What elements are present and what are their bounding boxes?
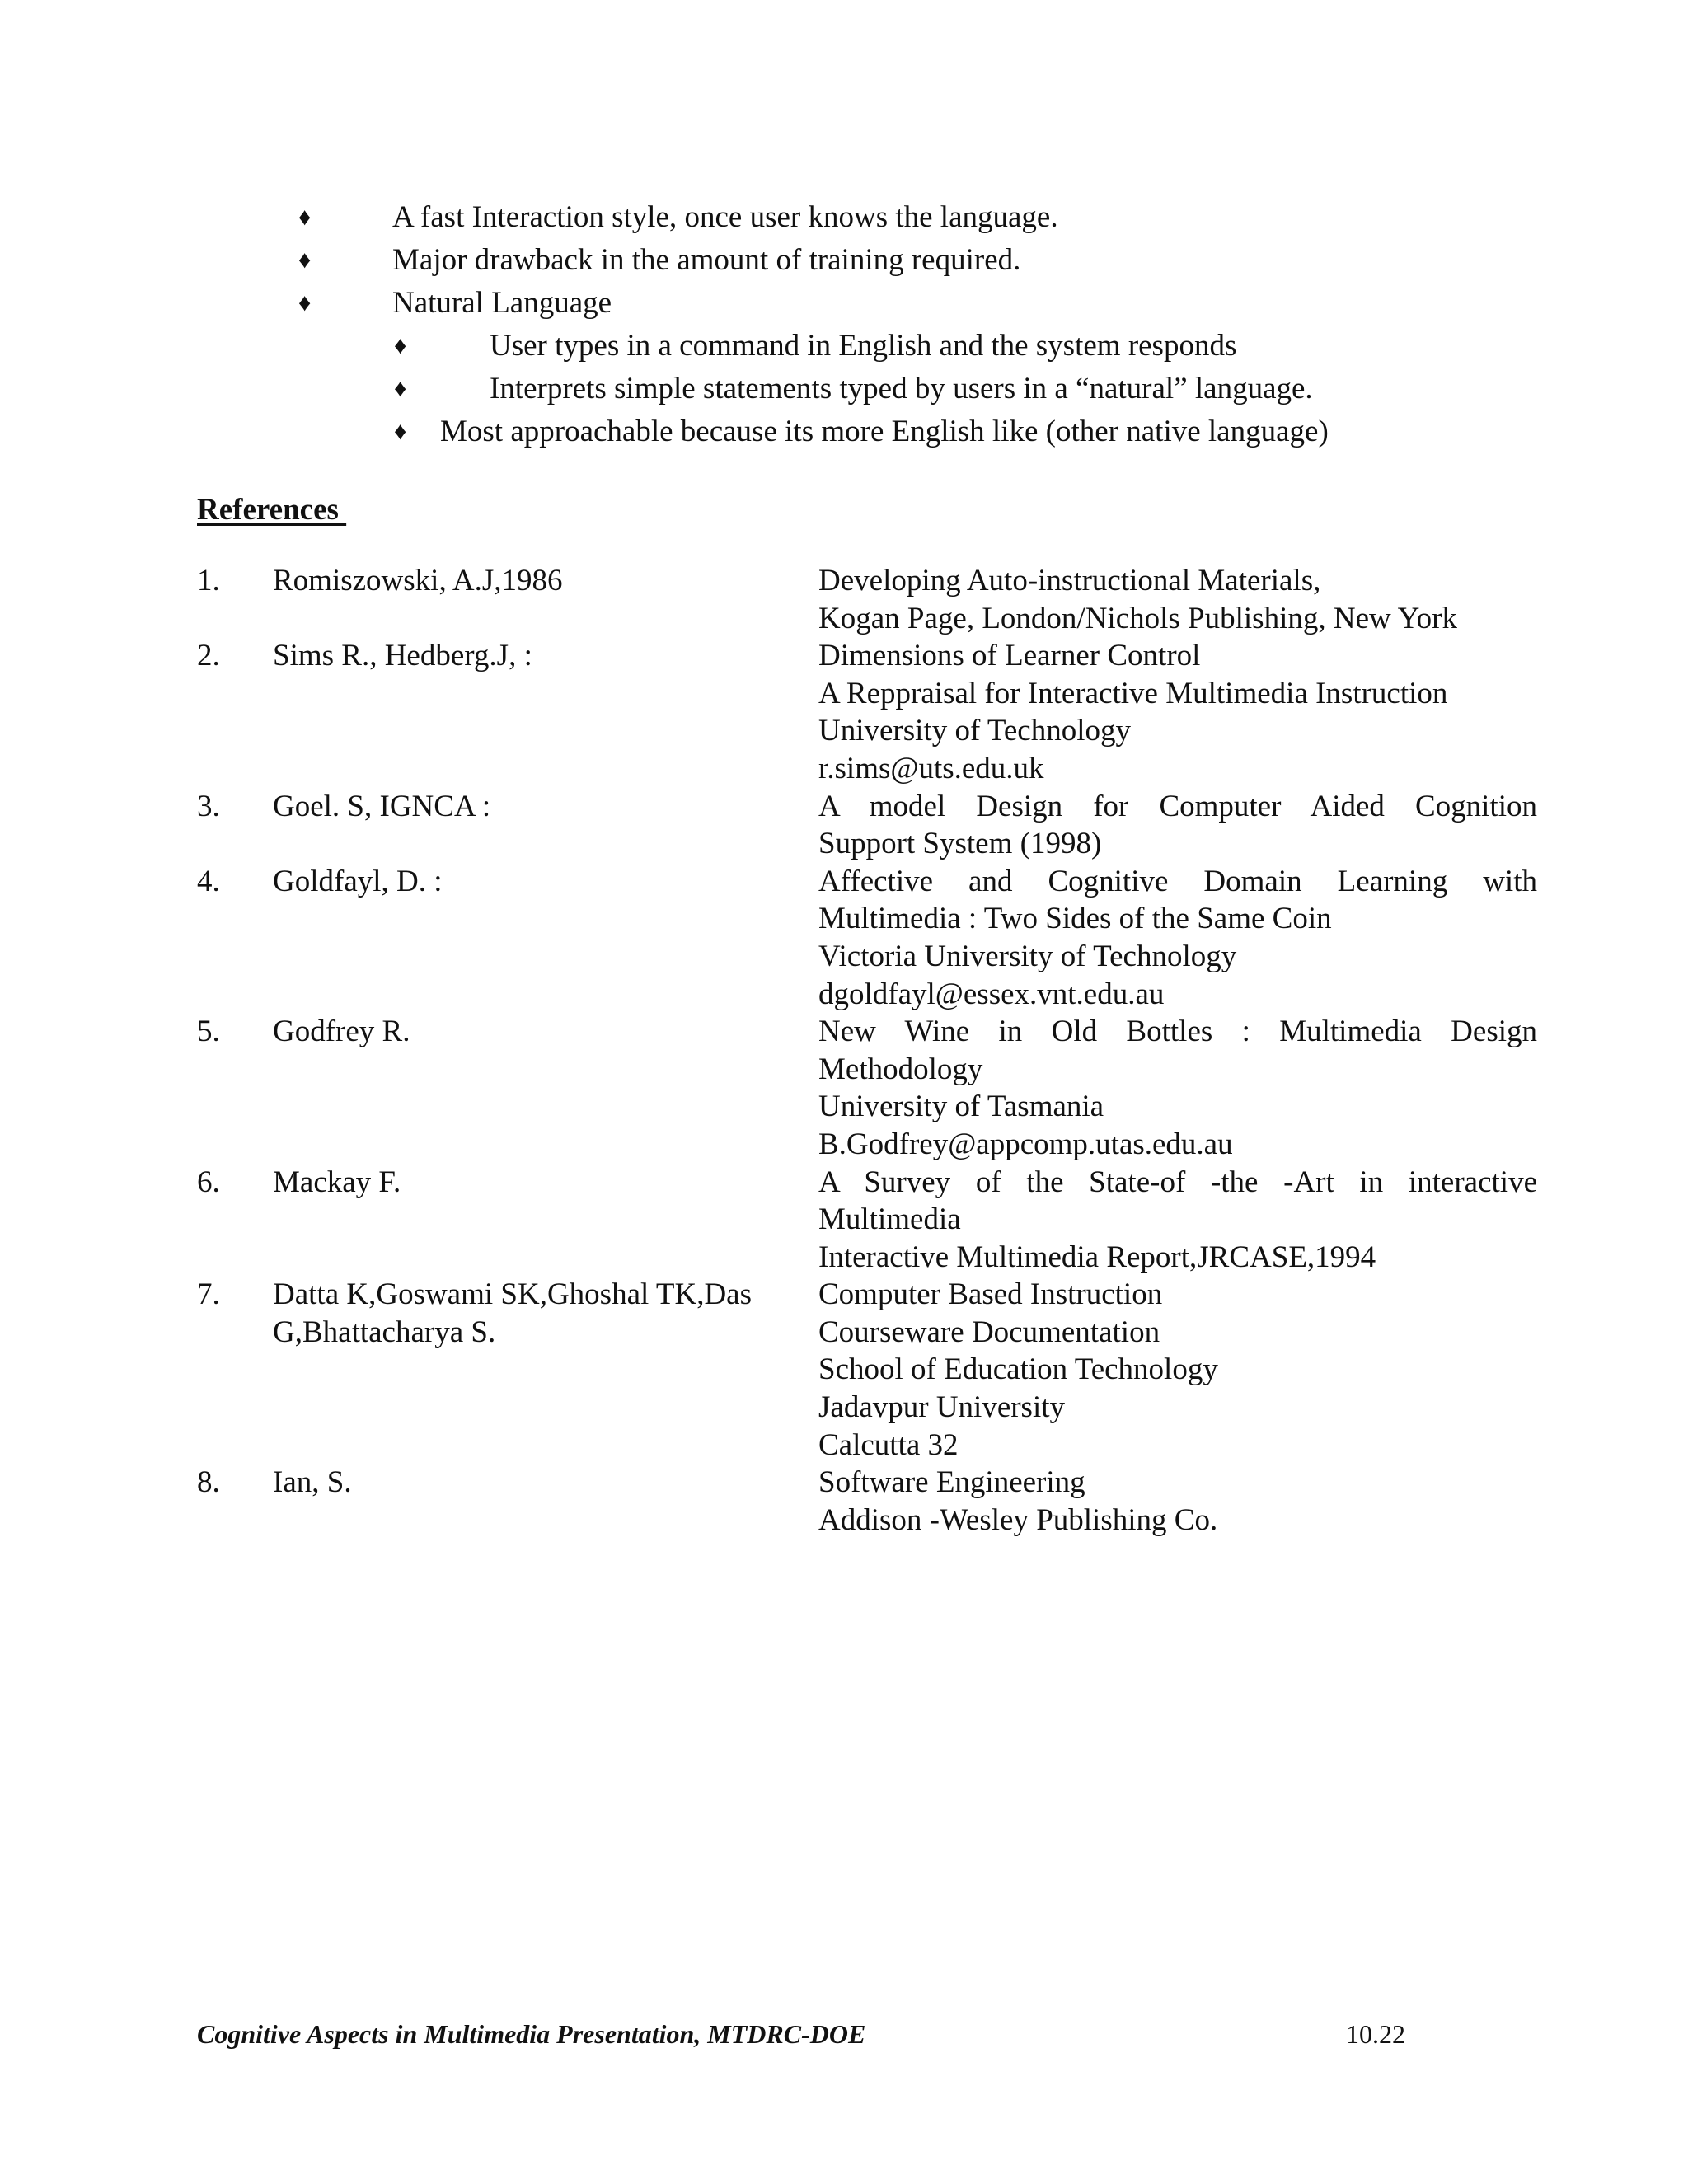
- diamond-bullet-icon: ♦: [298, 246, 312, 274]
- reference-email: dgoldfayl@essex.vnt.edu.au: [818, 977, 1165, 1011]
- reference-author: Datta K,Goswami SK,Ghoshal TK,Das G,Bhattacharya S.: [273, 1277, 752, 1349]
- reference-details: [818, 863, 1537, 1013]
- reference-email: r.sims@uts.edu.uk: [818, 751, 1044, 785]
- diamond-bullet-icon: ♦: [394, 375, 407, 402]
- reference-line: School of Education Technology: [818, 1352, 1218, 1387]
- reference-author: Romiszowski, A.J,1986: [273, 564, 563, 598]
- reference-details: [818, 562, 1537, 637]
- reference-item: [0, 788, 1688, 863]
- reference-item: [0, 1464, 1688, 1539]
- reference-line: Addison -Wesley Publishing Co.: [818, 1502, 1218, 1537]
- bullet-text: Most approachable because its more English like (other native language): [440, 415, 1329, 448]
- reference-author: Ian, S.: [273, 1465, 352, 1500]
- reference-line: Methodology: [818, 1052, 983, 1086]
- footer-title: Cognitive Aspects in Multimedia Presentation, MTDRC-DOE: [197, 2019, 866, 2049]
- reference-number: 7.: [197, 1277, 220, 1312]
- page-number: 10.22: [1346, 2019, 1405, 2049]
- diamond-bullet-icon: ♦: [394, 332, 407, 359]
- reference-author: Mackay F.: [273, 1165, 401, 1199]
- references-heading: References: [197, 493, 347, 527]
- diamond-bullet-icon: ♦: [298, 204, 312, 231]
- diamond-bullet-icon: ♦: [394, 418, 407, 445]
- reference-author: Sims R., Hedberg.J, :: [273, 639, 532, 673]
- reference-line: Calcutta 32: [818, 1427, 959, 1462]
- reference-author: Goel. S, IGNCA :: [273, 789, 491, 823]
- reference-item: [0, 1013, 1688, 1163]
- reference-line: Multimedia: [818, 1202, 961, 1237]
- bullet-text: Interprets simple statements typed by users in a “natural” language.: [490, 372, 1313, 405]
- reference-details: [818, 1013, 1537, 1163]
- reference-details: [818, 1464, 1537, 1539]
- reference-number: 8.: [197, 1465, 220, 1500]
- reference-number: 3.: [197, 789, 220, 823]
- reference-line: New Wine in Old Bottles : Multimedia Design: [818, 1015, 1537, 1049]
- reference-line: Kogan Page, London/Nichols Publishing, New York: [818, 601, 1457, 635]
- diamond-bullet-icon: ♦: [298, 289, 312, 316]
- reference-line: Affective and Cognitive Domain Learning with: [818, 864, 1537, 898]
- reference-line: Courseware Documentation: [818, 1315, 1160, 1349]
- references-list: [0, 562, 1688, 1539]
- reference-line: Victoria University of Technology: [818, 939, 1237, 973]
- reference-number: 1.: [197, 564, 220, 598]
- reference-line: Developing Auto-instructional Materials,: [818, 564, 1321, 598]
- reference-item: [0, 637, 1688, 787]
- reference-item: [0, 863, 1688, 1013]
- bullet-text: A fast Interaction style, once user knows the language.: [392, 200, 1058, 234]
- reference-item: [0, 1276, 1688, 1464]
- reference-author: Goldfayl, D. :: [273, 864, 443, 898]
- reference-details: [818, 1164, 1537, 1277]
- reference-details: [818, 637, 1537, 787]
- bullet-text: User types in a command in English and the system responds: [490, 329, 1237, 363]
- reference-number: 4.: [197, 864, 220, 898]
- reference-line: Software Engineering: [818, 1465, 1085, 1500]
- reference-line: Interactive Multimedia Report,JRCASE,1994: [818, 1240, 1376, 1274]
- reference-line: A Reppraisal for Interactive Multimedia Instruction: [818, 676, 1448, 710]
- bullet-text: Natural Language: [392, 286, 612, 320]
- reference-line: A model Design for Computer Aided Cognition: [818, 789, 1537, 823]
- reference-number: 5.: [197, 1015, 220, 1049]
- reference-details: [818, 788, 1537, 863]
- reference-line: Jadavpur University: [818, 1390, 1066, 1425]
- reference-line: A Survey of the State-of -the -Art in interactive: [818, 1165, 1537, 1199]
- reference-email: B.Godfrey@appcomp.utas.edu.au: [818, 1127, 1233, 1161]
- reference-details: [818, 1276, 1537, 1464]
- reference-author: Godfrey R.: [273, 1015, 410, 1049]
- reference-line: University of Tasmania: [818, 1090, 1104, 1124]
- reference-item: [0, 1164, 1688, 1277]
- reference-line: University of Technology: [818, 714, 1131, 748]
- reference-number: 2.: [197, 639, 220, 673]
- reference-line: Support System (1998): [818, 827, 1102, 861]
- reference-line: Computer Based Instruction: [818, 1277, 1163, 1312]
- reference-line: Dimensions of Learner Control: [818, 639, 1201, 673]
- reference-item: [0, 562, 1688, 637]
- reference-number: 6.: [197, 1165, 220, 1199]
- reference-line: Multimedia : Two Sides of the Same Coin: [818, 902, 1332, 936]
- bullet-text: Major drawback in the amount of training required.: [392, 243, 1021, 277]
